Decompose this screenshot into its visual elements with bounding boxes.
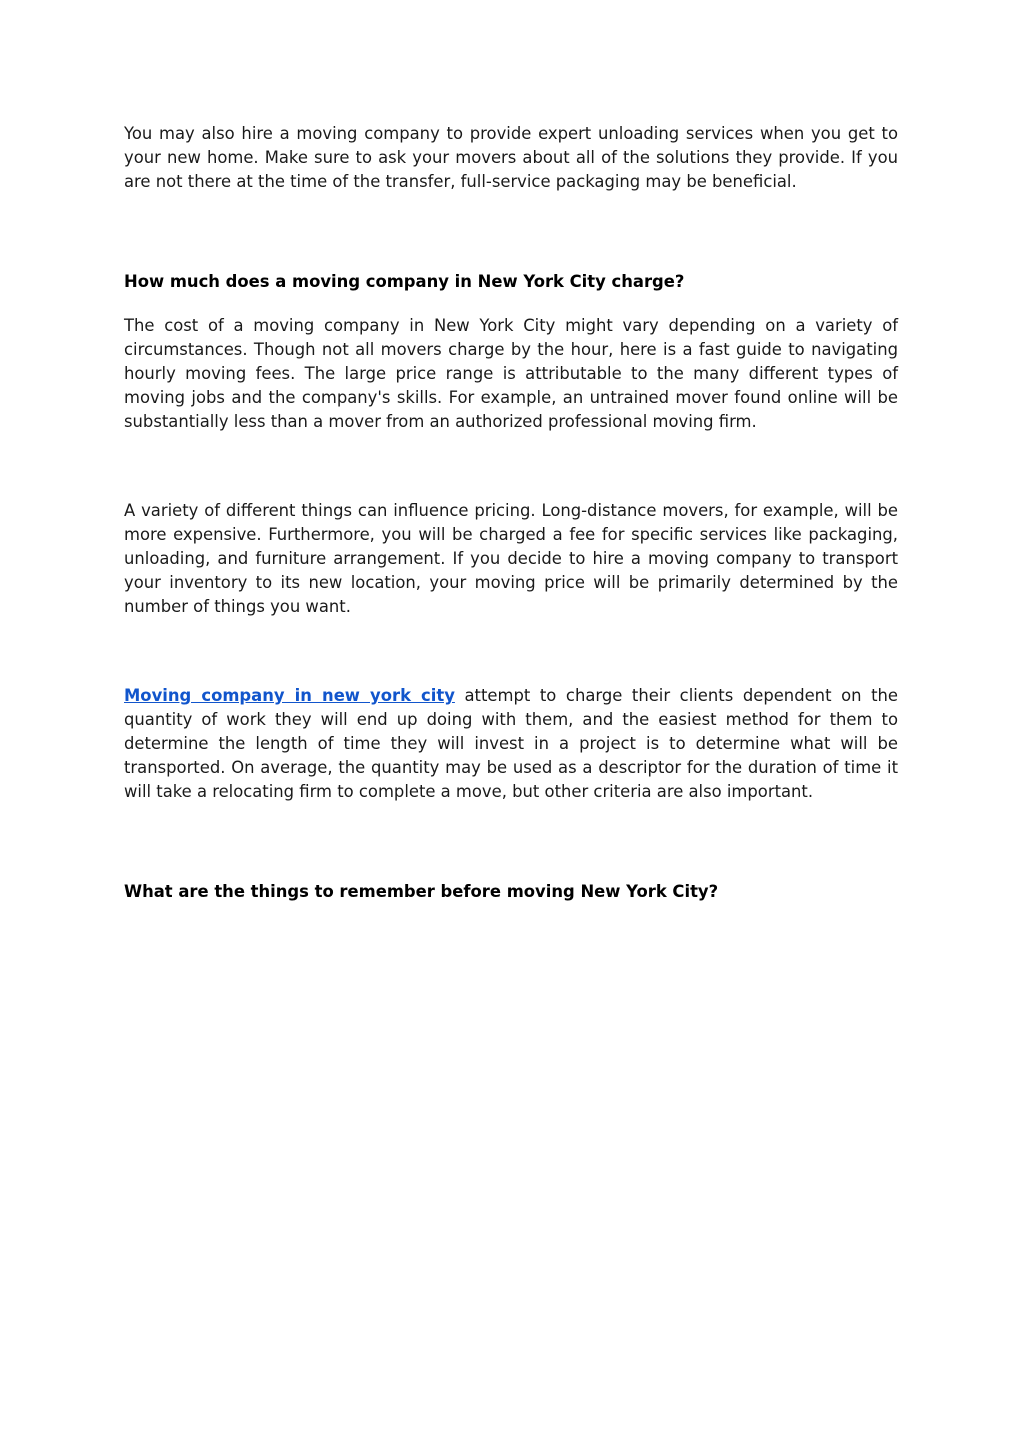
paragraph-charge-basis [124,684,898,804]
paragraph-charge-basis-text: attempt to charge their clients dependent on the quantity of work they will end up doing with them, and the easiest method for them to determine the length of time they will invest in a project is to determine what will be transported. On average, the quantity may be used as a descriptor for the duration of time it will take a relocating firm to complete a move, but other criteria are also important. [124,686,898,801]
paragraph-cost-factors: The cost of a moving company in New York City might vary depending on a variety of circumstances. Though not all movers charge by the hour, here is a fast guide to navigating hourly moving fees. The large price range is attributable to the many different types of moving jobs and the company's skills. For example, an untrained mover found online will be substantially less than a mover from an authorized professional moving firm. [124,316,898,431]
heading-things-to-remember: What are the things to remember before moving New York City? [124,882,719,901]
document-body [124,122,898,904]
moving-company-link[interactable]: Moving company in new york city [124,686,455,705]
paragraph-unloading-services: You may also hire a moving company to provide expert unloading services when you get to your new home. Make sure to ask your movers about all of the solutions they provide. If you are not there at the time of the transfer, full-service packaging may be beneficial. [124,124,898,191]
paragraph-pricing-influences: A variety of different things can influence pricing. Long-distance movers, for example, will be more expensive. Furthermore, you will be charged a fee for specific services like packaging, unloading, and furniture arrangement. If you decide to hire a moving company to transport your inventory to its new location, your moving price will be primarily determined by the number of things you want. [124,501,898,616]
heading-moving-cost: How much does a moving company in New York City charge? [124,272,685,291]
